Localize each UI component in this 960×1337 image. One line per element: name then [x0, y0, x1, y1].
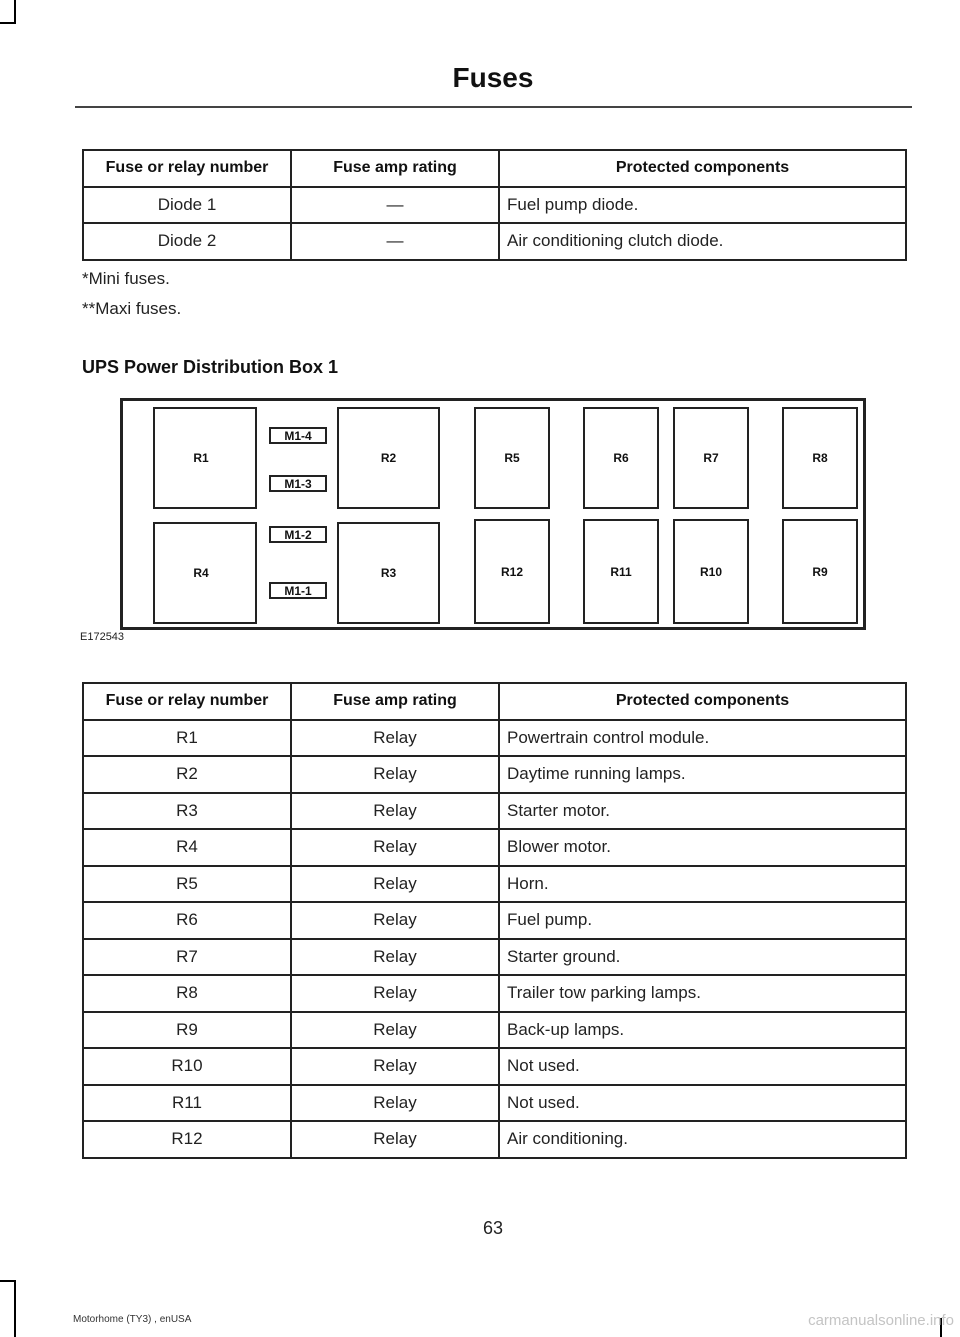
amp-rating: Relay: [291, 939, 499, 976]
relay-table: [82, 682, 907, 1159]
relay-label: R8: [812, 451, 828, 465]
relay-r11: [583, 519, 659, 624]
header-protected-components: Protected components: [499, 683, 906, 720]
header-protected-components: Protected components: [499, 150, 906, 187]
fuse-number: R2: [83, 756, 291, 793]
relay-label: R12: [500, 564, 523, 579]
fuse-number: Diode 1: [83, 187, 291, 224]
diode-table: [82, 149, 907, 261]
footer-text: Motorhome (TY3) , enUSA: [73, 1314, 192, 1325]
header-fuse-number: Fuse or relay number: [83, 150, 291, 187]
table-row: [83, 975, 906, 1012]
protected-component: Fuel pump.: [499, 902, 906, 939]
fuse-number: R3: [83, 793, 291, 830]
amp-rating: —: [291, 187, 499, 224]
table-row: [83, 793, 906, 830]
relay-label: R9: [812, 564, 828, 579]
fuse-number: R12: [83, 1121, 291, 1158]
mini-fuse-label: M1-1: [284, 584, 312, 598]
amp-rating: Relay: [291, 1012, 499, 1049]
note-maxi-fuses: **Maxi fuses.: [82, 299, 182, 318]
amp-rating: Relay: [291, 975, 499, 1012]
relay-r6: [583, 407, 659, 509]
mini-fuse-label: M1-2: [284, 528, 312, 542]
protected-component: Trailer tow parking lamps.: [499, 975, 906, 1012]
fuse-number: R8: [83, 975, 291, 1012]
power-distribution-box-diagram: [120, 398, 866, 630]
relay-r1: [153, 407, 257, 509]
relay-r3: [337, 522, 440, 624]
relay-r8: [782, 407, 858, 509]
relay-r12: [474, 519, 550, 624]
amp-rating: Relay: [291, 902, 499, 939]
relay-r7: [673, 407, 749, 509]
amp-rating: Relay: [291, 720, 499, 757]
relay-label: R6: [613, 451, 629, 465]
crop-mark-top-left-v: [14, 0, 16, 24]
amp-rating: Relay: [291, 829, 499, 866]
fuse-number: R4: [83, 829, 291, 866]
amp-rating: Relay: [291, 866, 499, 903]
page-title: Fuses: [452, 62, 534, 93]
page-number: 63: [482, 1218, 504, 1238]
title-divider: [75, 106, 912, 108]
crop-mark-bottom-left-h: [0, 1280, 16, 1282]
fuse-number: R1: [83, 720, 291, 757]
table-row: [83, 756, 906, 793]
table-row: [83, 902, 906, 939]
mini-fuse-m1-2: [269, 526, 327, 543]
header-amp-rating: Fuse amp rating: [291, 683, 499, 720]
amp-rating: Relay: [291, 1048, 499, 1085]
amp-rating: Relay: [291, 1085, 499, 1122]
fuse-number: R6: [83, 902, 291, 939]
fuse-number: R7: [83, 939, 291, 976]
mini-fuse-m1-3: [269, 475, 327, 492]
table-row: [83, 939, 906, 976]
protected-component: Not used.: [499, 1048, 906, 1085]
protected-component: Daytime running lamps.: [499, 756, 906, 793]
fuse-number: R11: [83, 1085, 291, 1122]
table-row: [83, 829, 906, 866]
amp-rating: —: [291, 223, 499, 260]
relay-label: R2: [380, 451, 397, 465]
section-heading: UPS Power Distribution Box 1: [82, 357, 339, 377]
fuse-number: R10: [83, 1048, 291, 1085]
amp-rating: Relay: [291, 1121, 499, 1158]
protected-component: Not used.: [499, 1085, 906, 1122]
crop-mark-top-left-h: [0, 22, 16, 24]
relay-r10: [673, 519, 749, 624]
relay-label: R5: [504, 451, 520, 465]
relay-label: R7: [703, 451, 719, 465]
table-row: [83, 720, 906, 757]
fuse-number: Diode 2: [83, 223, 291, 260]
protected-component: Air conditioning clutch diode.: [499, 223, 906, 260]
table-row: [83, 1121, 906, 1158]
note-mini-fuses: *Mini fuses.: [82, 269, 170, 288]
protected-component: Back-up lamps.: [499, 1012, 906, 1049]
crop-mark-bottom-left-v: [14, 1280, 16, 1337]
mini-fuse-label: M1-3: [284, 477, 312, 491]
relay-label: R10: [699, 564, 722, 579]
table-header-row: [83, 150, 906, 187]
table-row: [83, 223, 906, 260]
mini-fuse-m1-1: [269, 582, 327, 599]
fuse-number: R9: [83, 1012, 291, 1049]
relay-label: R1: [193, 451, 209, 465]
protected-component: Starter ground.: [499, 939, 906, 976]
amp-rating: Relay: [291, 756, 499, 793]
fuse-number: R5: [83, 866, 291, 903]
mini-fuse-m1-4: [269, 427, 327, 444]
mini-fuse-label: M1-4: [284, 429, 312, 443]
figure-id: E172543: [80, 631, 125, 643]
protected-component: Horn.: [499, 866, 906, 903]
relay-r2: [337, 407, 440, 509]
header-fuse-number: Fuse or relay number: [83, 683, 291, 720]
table-row: [83, 187, 906, 224]
protected-component: Air conditioning.: [499, 1121, 906, 1158]
header-amp-rating: Fuse amp rating: [291, 150, 499, 187]
relay-r5: [474, 407, 550, 509]
relay-r4: [153, 522, 257, 624]
relay-label: R11: [610, 564, 632, 579]
protected-component: Fuel pump diode.: [499, 187, 906, 224]
table-row: [83, 1012, 906, 1049]
amp-rating: Relay: [291, 793, 499, 830]
protected-component: Starter motor.: [499, 793, 906, 830]
table-row: [83, 1048, 906, 1085]
protected-component: Blower motor.: [499, 829, 906, 866]
table-header-row: [83, 683, 906, 720]
table-row: [83, 1085, 906, 1122]
table-row: [83, 866, 906, 903]
watermark: carmanualsonline.info: [808, 1312, 954, 1329]
relay-label: R3: [380, 566, 397, 580]
protected-component: Powertrain control module.: [499, 720, 906, 757]
relay-label: R4: [193, 566, 209, 580]
relay-r9: [782, 519, 858, 624]
